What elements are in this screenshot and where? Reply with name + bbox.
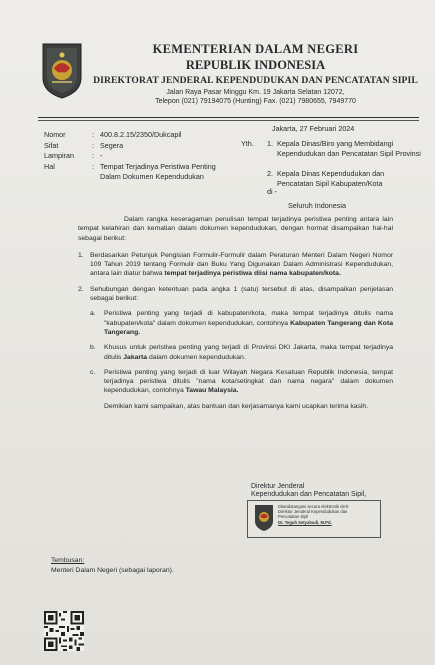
point-number: 1. (78, 251, 84, 259)
letter-body (78, 215, 393, 417)
nomor-row (44, 130, 218, 141)
signature-block (251, 482, 366, 499)
stamp-line: Direktur Jenderal Kependudukan dan (278, 509, 348, 515)
colon: : (92, 140, 94, 150)
letter-date: Jakarta, 27 Februari 2024 (272, 124, 355, 133)
letterhead-rule-thin (38, 120, 419, 121)
sifat-value: Segera (100, 140, 124, 150)
directorate-name: DIREKTORAT JENDERAL KEPENDUDUKAN DAN PENCATATAN SIPIL (93, 75, 418, 86)
lampiran-value: - (100, 151, 103, 160)
address: Jalan Raya Pasar Minggu Km. 19 Jakarta Selatan 12072, (166, 89, 345, 96)
signer-name: Dr. Teguh Setyabudi, M.Pd. (278, 519, 332, 525)
sub-c-text: Peristiwa penting yang terjadi di luar Wilayah Negara Kesatuan Republik Indonesia, tempat terjadinya peristiwa ditulis "nama kota/setingkat dan nama negara" dalam dokumen kependudukan, contohnya (104, 368, 393, 395)
electronic-signature-stamp (247, 500, 381, 538)
lampiran-row (44, 151, 218, 162)
sub-point-letter: b. (90, 344, 96, 352)
cc-item: Menteri Dalam Negeri (sebagai laporan). (51, 567, 174, 574)
ministry-emblem-icon (40, 42, 84, 100)
country-name: REPUBLIK INDONESIA (185, 58, 326, 72)
point-list (78, 251, 393, 411)
point-2 (78, 285, 393, 411)
nomor-value: 400.8.2.15/2350/Dukcapil (100, 130, 182, 139)
point-text (90, 251, 393, 279)
recipient-text: Kepala Dinas/Biro yang Membidangi Kependudukan dan Pencatatan Sipil Provinsi (277, 139, 421, 158)
recipient-number: 1. (267, 139, 273, 148)
sub-c-bold: Tawau Malaysia. (185, 387, 239, 395)
letter-meta (44, 130, 218, 183)
nomor-label: Nomor (44, 130, 66, 139)
sub-point-letter: a. (90, 310, 96, 318)
emblem-icon (254, 504, 274, 532)
closing-paragraph: Demikian kami sampaikan, atas bantuan dan kerjasamanya kami ucapkan terima kasih. (104, 402, 369, 410)
sub-point-letter: c. (90, 368, 96, 376)
sub-point-text (104, 343, 393, 362)
point-text (90, 285, 393, 411)
point-2-text: Sehubungan dengan ketentuan pada angka 1 (satu) tersebut di atas, disampaikan penjelasan sebagai berikut: (90, 285, 393, 303)
carbon-copy (51, 556, 174, 576)
hal-label: Hal (44, 161, 55, 171)
ministry-name: KEMENTERIAN DALAM NEGERI (152, 42, 359, 56)
letterhead-rule (38, 117, 419, 118)
sub-point-b (90, 343, 393, 362)
point-1-bold: tempat terjadinya peristiwa diisi nama kabupaten/kota. (164, 270, 341, 278)
recipients-label: Yth. (241, 139, 254, 148)
signer-title: Direktur Jenderal (251, 483, 305, 490)
sub-point-text (104, 309, 393, 337)
recipient-item (267, 139, 421, 159)
point-1-text: Berdasarkan Petunjuk Pengisian Formulir-Formulir dalam Peraturan Menteri Dalam Negeri Nomor 109 Tahun 2019 tentang Formulir dan Buku Yang Digunakan Dalam Administrasi Kependudukan, antara lain diatur bahwa (90, 251, 393, 278)
hal-row (44, 162, 218, 183)
recipient-item (267, 169, 421, 189)
stamp-line: Pencatatan Sipil (278, 514, 309, 520)
hal-value: Tempat Terjadinya Peristiwa Penting Dalam Dokumen Kependudukan (100, 161, 216, 181)
lampiran-label: Lampiran (44, 151, 74, 160)
stamp-text (278, 504, 376, 525)
sifat-row (44, 141, 218, 152)
recipient-text: Kepala Dinas Kependudukan dan Pencatatan Sipil Kabupaten/Kota (277, 169, 385, 188)
colon: : (92, 151, 94, 160)
signer-title-2: Kependudukan dan Pencatatan Sipil, (251, 490, 367, 498)
intro-paragraph: Dalam rangka keseragaman penulisan tempat terjadinya peristiwa penting antara lain tempat kelahiran dan kematian dalam dokumen kependudukan, dengan hormat disampaikan hal-hal sebagai berikut: (78, 216, 393, 242)
sub-point-text (104, 368, 393, 396)
recipient-number: 2. (267, 169, 273, 178)
contact-info: Telepon (021) 79194075 (Hunting) Fax. (021) 7980655, 7949770 (155, 98, 356, 105)
sub-b-text-end: dalam dokumen kependudukan. (147, 353, 246, 361)
sub-b-text: Khusus untuk peristiwa penting yang terjadi di Provinsi DKI Jakarta, maka tempat terjadinya ditulis (104, 344, 393, 361)
recipients-destination: Seluruh Indonesia (288, 201, 346, 210)
colon: : (92, 161, 94, 171)
stamp-line: Ditandatangani secara elektronik oleh: (278, 504, 350, 509)
colon: : (92, 130, 94, 139)
letterhead (86, 42, 425, 105)
sub-a-text: Peristiwa penting yang terjadi di kabupaten/kota, maka tempat terjadinya ditulis nama "kabupaten/kota" dalam dokumen kependudukan, contohnya (104, 310, 393, 327)
sub-point-c (90, 368, 393, 396)
recipients-di: di - (267, 187, 277, 196)
sub-point-a (90, 309, 393, 337)
sub-b-bold: Jakarta (123, 353, 148, 361)
point-1 (78, 251, 393, 279)
qr-code-icon[interactable] (44, 611, 84, 651)
cc-label: Tembusan: (51, 557, 85, 564)
sub-a-bold: Kabupaten Tangerang dan Kota Tangerang. (104, 319, 393, 336)
point-number: 2. (78, 285, 84, 293)
sifat-label: Sifat (44, 140, 59, 150)
